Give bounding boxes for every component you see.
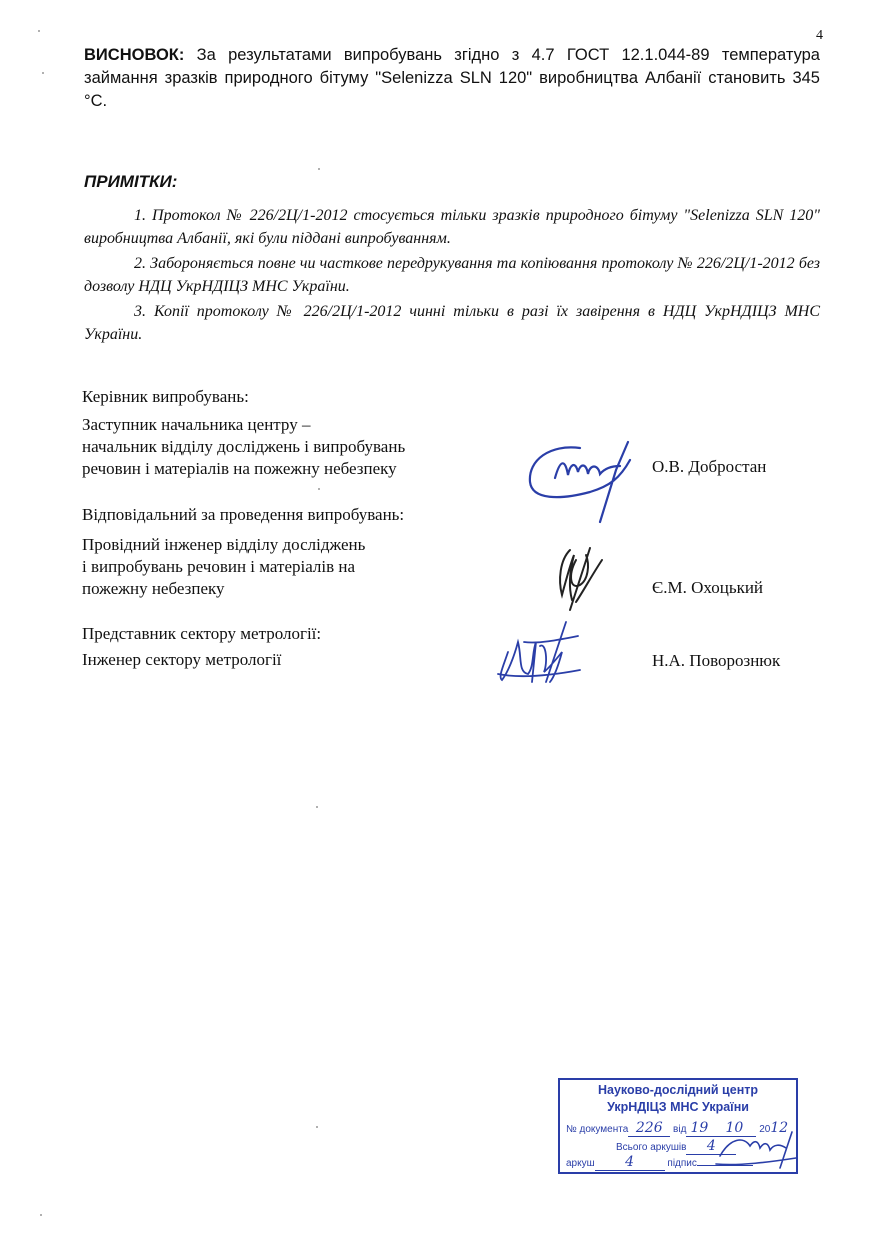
metrology-signatory-block <box>82 623 321 671</box>
head-signature-icon <box>520 430 650 525</box>
metrology-signature-icon <box>488 612 588 687</box>
scan-speck <box>40 1214 42 1216</box>
stamp-sheet-label: аркуш <box>566 1158 595 1169</box>
note-item: 3. Копії протоколу № 226/2Ц/1-2012 чинні тільки в разі їх завірення в НДЦ УкрНДІЦЗ МНС України. <box>84 303 820 343</box>
stamp-title-line: УкрНДІЦЗ МНС України <box>607 1100 749 1114</box>
responsible-name: Є.М. Охоцький <box>652 578 764 597</box>
stamp-title-line: Науково-дослідний центр <box>597 1083 759 1097</box>
stamp-year-suffix: 12 <box>770 1120 789 1136</box>
page-number: 4 <box>816 28 823 43</box>
head-position-line: речовин і матеріалів на пожежну небезпеку <box>82 459 397 478</box>
stamp-doc-number: 226 <box>635 1120 663 1136</box>
stamp-sheet: 4 <box>625 1154 635 1170</box>
responsible-position-line: пожежну небезпеку <box>82 579 225 598</box>
stamp-signature-icon <box>710 1128 800 1172</box>
responsible-signatory-block <box>82 504 404 600</box>
notes-heading: ПРИМІТКИ: <box>84 172 178 191</box>
metrology-label: Представник сектору метрології: <box>82 624 322 643</box>
head-position-line: начальник відділу досліджень і випробувань <box>82 437 406 456</box>
metrology-name: Н.А. Поворознюк <box>652 651 781 670</box>
stamp-signature-label: підпис <box>667 1158 697 1169</box>
responsible-signature-icon <box>540 540 620 620</box>
responsible-position-line: Провідний інженер відділу досліджень <box>82 535 366 554</box>
registration-stamp <box>558 1078 798 1174</box>
scan-speck <box>316 806 318 808</box>
conclusion-paragraph <box>84 44 820 113</box>
head-signatory-block <box>82 386 405 480</box>
conclusion-label: ВИСНОВОК: <box>84 46 185 64</box>
stamp-doc-number-label: № документа <box>566 1124 629 1135</box>
note-item: 2. Забороняється повне чи часткове передрукування та копіювання протоколу № 226/2Ц/1-2012 без дозволу НДЦ УкрНДІЦЗ МНС України. <box>84 255 820 295</box>
scan-speck <box>42 72 44 74</box>
responsible-position-line: і випробувань речовин і матеріалів на <box>82 557 356 576</box>
scan-speck <box>316 1126 318 1128</box>
scan-speck <box>38 30 40 32</box>
scan-speck <box>318 168 320 170</box>
head-position-line: Заступник начальника центру – <box>82 415 311 434</box>
metrology-position: Інженер сектору метрології <box>82 650 282 669</box>
note-item: 1. Протокол № 226/2Ц/1-2012 стосується тільки зразків природного бітуму "Selenizza SLN 120" виробництва Албанії, які були піддані випробуванням. <box>84 207 820 247</box>
head-name: О.В. Добростан <box>652 457 767 476</box>
conclusion-text: За результатами випробувань згідно з 4.7 ГОСТ 12.1.044-89 температура займання зразків природного бітуму "Selenizza SLN 120" виробництва Албанії становить 345 °С. <box>84 46 820 110</box>
stamp-total-sheets-label: Всього аркушів <box>616 1142 687 1153</box>
stamp-date-day: 19 <box>690 1120 709 1136</box>
stamp-date-label: від <box>673 1124 687 1135</box>
stamp-year-prefix: 20 <box>759 1124 771 1135</box>
stamp-date-month: 10 <box>725 1120 744 1136</box>
head-label: Керівник випробувань: <box>82 387 249 406</box>
scan-speck <box>318 488 320 490</box>
responsible-label: Відповідальний за проведення випробувань: <box>82 505 405 524</box>
stamp-total-sheets: 4 <box>706 1138 716 1154</box>
notes-list <box>84 204 820 348</box>
